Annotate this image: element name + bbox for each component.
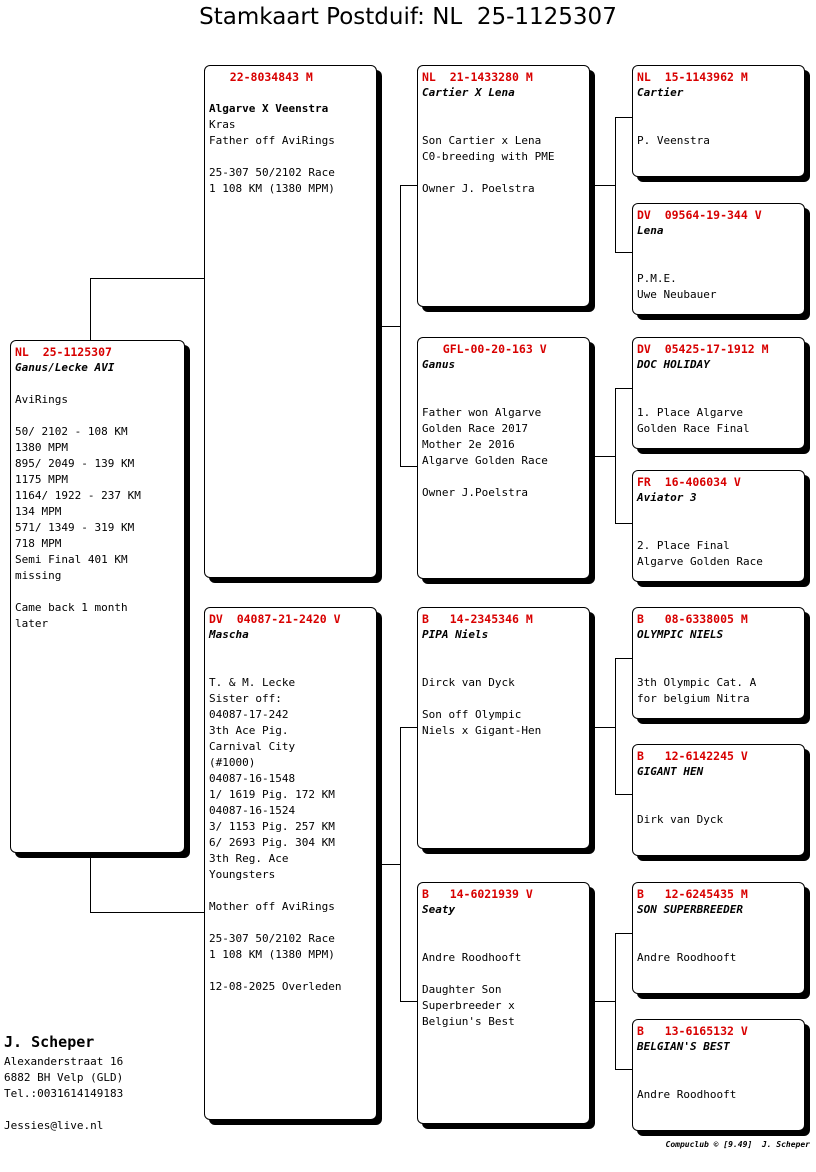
owner-city: 6882 BH Velp (GLD) xyxy=(4,1071,124,1084)
pigeon-card-ff[interactable] xyxy=(417,65,590,307)
connector-line xyxy=(90,278,204,279)
pigeon-notes: 2. Place Final Algarve Golden Race xyxy=(637,539,763,568)
ring-number: FR 16-406034 V xyxy=(637,475,741,489)
connector-line xyxy=(377,326,400,327)
connector-line xyxy=(615,1069,632,1070)
ring-number: DV 09564-19-344 V xyxy=(637,208,762,222)
connector-line xyxy=(400,727,401,1002)
pigeon-name: DOC HOLIDAY xyxy=(637,358,710,371)
pigeon-card-mf[interactable] xyxy=(417,607,590,849)
connector-line xyxy=(590,456,615,457)
connector-line xyxy=(590,185,615,186)
pigeon-notes: T. & M. Lecke Sister off: 04087-17-242 3th Ace Pig. Carnival City (#1000) 04087-16-1548 1/ 1619 Pig. 172 KM 04087-16-1524 3/ 1153 Pig. 257 KM 6/ 2693 Pig. 304 KM 3th Reg. Ace Youngsters Mother off AviRings 25-307 50/2102 Race 1 108 KM (1380 MPM) 12-08-2025 Overleden xyxy=(209,676,342,993)
pigeon-card-fmm[interactable] xyxy=(632,470,805,582)
owner-phone: Tel.:0031614149183 xyxy=(4,1087,124,1100)
pigeon-name: Cartier X Lena xyxy=(422,86,515,99)
ring-number: NL 25-1125307 xyxy=(15,345,112,359)
connector-line xyxy=(590,727,615,728)
pigeon-name: Mascha xyxy=(209,628,249,641)
pigeon-name: SON SUPERBREEDER xyxy=(637,903,743,916)
ring-number: B 12-6142245 V xyxy=(637,749,748,763)
pigeon-name: Seaty xyxy=(422,903,456,916)
connector-line xyxy=(615,794,632,795)
connector-line xyxy=(400,727,417,728)
connector-line xyxy=(615,933,632,934)
pigeon-name: Ganus xyxy=(422,358,456,371)
pigeon-notes: Father won Algarve Golden Race 2017 Mother 2e 2016 Algarve Golden Race Owner J.Poelstra xyxy=(422,406,548,499)
pigeon-card-fm[interactable] xyxy=(417,337,590,579)
pigeon-name: BELGIAN'S BEST xyxy=(637,1040,730,1053)
pigeon-card-mff[interactable] xyxy=(632,607,805,719)
ring-number: B 13-6165132 V xyxy=(637,1024,748,1038)
ring-number: DV 04087-21-2420 V xyxy=(209,612,341,626)
connector-line xyxy=(400,185,417,186)
pigeon-notes: 1. Place Algarve Golden Race Final xyxy=(637,406,750,435)
ring-number: B 08-6338005 M xyxy=(637,612,748,626)
pigeon-name: OLYMPIC NIELS xyxy=(637,628,724,641)
connector-line xyxy=(615,658,632,659)
ring-number: 22-8034843 M xyxy=(209,70,313,84)
ring-number: DV 05425-17-1912 M xyxy=(637,342,769,356)
pigeon-notes: Dirck van Dyck Son off Olympic Niels x Gigant-Hen xyxy=(422,676,542,737)
owner-address-block xyxy=(4,1034,123,1134)
pigeon-name: Lena xyxy=(637,224,664,237)
connector-line xyxy=(90,912,204,913)
owner-email[interactable]: Jessies@live.nl xyxy=(4,1119,104,1132)
pigeon-card-mfm[interactable] xyxy=(632,744,805,856)
connector-line xyxy=(615,658,616,795)
connector-line xyxy=(615,117,632,118)
pigeon-card-mmm[interactable] xyxy=(632,1019,805,1131)
pigeon-card-mmf[interactable] xyxy=(632,882,805,994)
pigeon-card-mm[interactable] xyxy=(417,882,590,1124)
pigeon-notes: Algarve X Veenstra Kras Father off AviRings 25-307 50/2102 Race 1 108 KM (1380 MPM) xyxy=(209,102,335,195)
page-title: Stamkaart Postduif: NL 25-1125307 xyxy=(199,4,617,30)
ring-number: B 14-6021939 V xyxy=(422,887,533,901)
connector-line xyxy=(90,278,91,340)
pigeon-name: GIGANT HEN xyxy=(637,765,704,778)
connector-line xyxy=(90,850,91,912)
pigeon-notes: 3th Olympic Cat. A for belgium Nitra xyxy=(637,676,757,705)
ring-number: B 12-6245435 M xyxy=(637,887,748,901)
pigeon-notes: Dirk van Dyck xyxy=(637,813,724,826)
pigeon-notes: P.M.E. Uwe Neubauer xyxy=(637,272,717,301)
pigeon-name: Ganus/Lecke AVI xyxy=(15,361,115,374)
connector-line xyxy=(377,864,400,865)
connector-line xyxy=(615,252,632,253)
owner-street: Alexanderstraat 16 xyxy=(4,1055,124,1068)
pigeon-name: Aviator 3 xyxy=(637,491,697,504)
pigeon-card-subject[interactable] xyxy=(10,340,185,853)
ring-number: NL 15-1143962 M xyxy=(637,70,748,84)
pigeon-card-fff[interactable] xyxy=(632,65,805,177)
pigeon-notes: AviRings 50/ 2102 - 108 KM 1380 MPM 895/ 2049 - 139 KM 1175 MPM 1164/ 1922 - 237 KM 134 MPM 571/ 1349 - 319 KM 718 MPM Semi Final 401 KM missing Came back 1 month later xyxy=(15,393,141,630)
pigeon-notes: Andre Roodhooft xyxy=(637,1088,737,1101)
connector-line xyxy=(400,1001,417,1002)
pigeon-card-father[interactable] xyxy=(204,65,377,578)
pigeon-notes: P. Veenstra xyxy=(637,134,710,147)
pigeon-name xyxy=(209,85,372,101)
connector-line xyxy=(615,523,632,524)
pigeon-notes: Son Cartier x Lena C0-breeding with PME Owner J. Poelstra xyxy=(422,134,555,195)
connector-line xyxy=(615,933,616,1070)
pigeon-notes: Andre Roodhooft xyxy=(637,951,737,964)
pigeon-card-mother[interactable] xyxy=(204,607,377,1120)
pigeon-notes: Andre Roodhooft Daughter Son Superbreeder x Belgiun's Best xyxy=(422,951,522,1028)
footer-credit: Compuclub © [9.49] J. Scheper xyxy=(665,1140,810,1149)
ring-number: B 14-2345346 M xyxy=(422,612,533,626)
pigeon-card-fmf[interactable] xyxy=(632,337,805,449)
pigeon-name: Cartier xyxy=(637,86,684,99)
pigeon-card-ffm[interactable] xyxy=(632,203,805,315)
connector-line xyxy=(615,388,632,389)
connector-line xyxy=(400,185,401,467)
connector-line xyxy=(400,466,417,467)
connector-line xyxy=(615,388,616,524)
connector-line xyxy=(615,117,616,253)
owner-name: J. Scheper xyxy=(4,1033,95,1051)
ring-number: GFL-00-20-163 V xyxy=(422,342,547,356)
connector-line xyxy=(590,1001,615,1002)
pigeon-name: PIPA Niels xyxy=(422,628,489,641)
ring-number: NL 21-1433280 M xyxy=(422,70,533,84)
